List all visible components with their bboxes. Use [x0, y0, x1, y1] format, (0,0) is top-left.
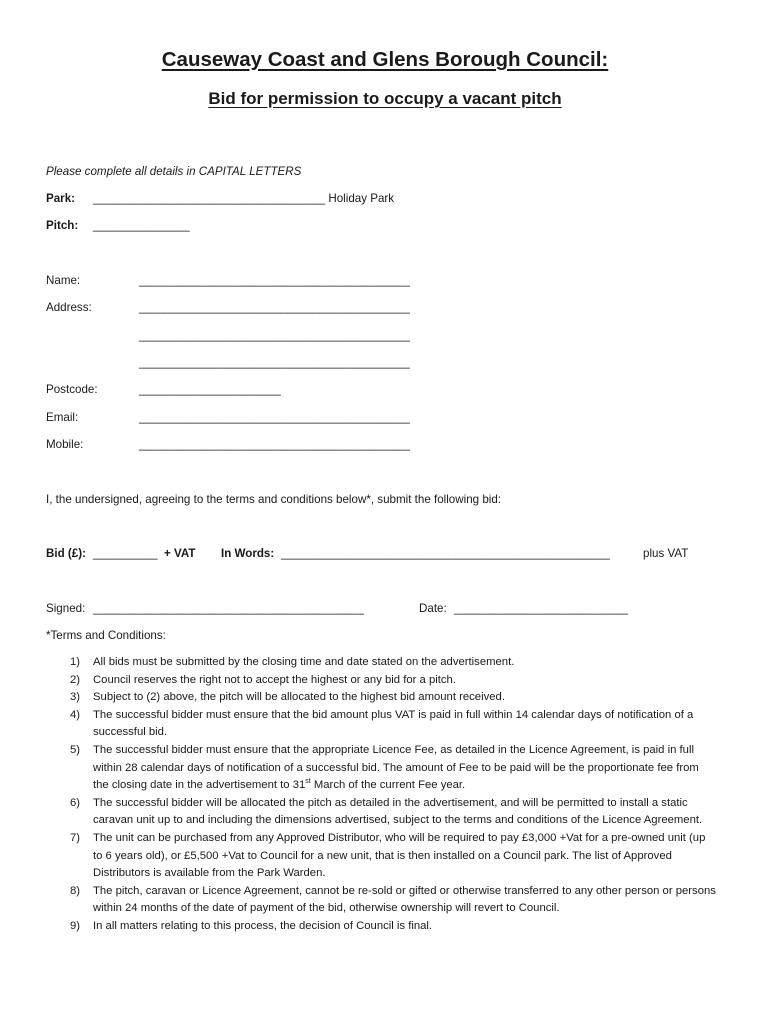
- park-field[interactable]: ____________________________________ Holiday Park: [93, 192, 395, 205]
- terms-item: [46, 672, 716, 690]
- terms-item-text: Subject to (2) above, the pitch will be allocated to the highest bid amount received.: [93, 691, 505, 704]
- bid-words-label: In Words:: [221, 547, 275, 560]
- bid-label: Bid (£):: [46, 547, 86, 560]
- terms-item-number: 4): [70, 708, 81, 721]
- agreement-text: I, the undersigned, agreeing to the terms and conditions below*, submit the following bid:: [46, 493, 502, 506]
- pitch-field[interactable]: _______________: [93, 219, 190, 232]
- terms-item: [46, 830, 716, 883]
- signed-label: Signed:: [46, 602, 86, 615]
- terms-item-text: In all matters relating to this process, the decision of Council is final.: [93, 919, 433, 932]
- bid-plus-vat-label: plus VAT: [643, 547, 689, 560]
- terms-item-text: All bids must be submitted by the closing time and date stated on the advertisement.: [93, 656, 515, 668]
- address-field-line-1[interactable]: __________________________________________: [139, 301, 410, 314]
- page-title: Causeway Coast and Glens Borough Council:: [161, 48, 609, 71]
- terms-item: [46, 689, 716, 707]
- terms-item-text: The pitch, caravan or Licence Agreement, cannot be re-sold or gifted or otherwise transferred to any other person or persons within 24 months of the date of payment of the bid, otherwise ownership will revert to Council.: [93, 884, 716, 915]
- terms-item-text: The successful bidder will be allocated the pitch as detailed in the advertisement, and will be permitted to install a static caravan unit up to and including the dimensions advertised, subject to the terms and conditions of the Licence Agreement.: [93, 796, 703, 827]
- instructions-text: Please complete all details in CAPITAL LETTERS: [46, 165, 302, 178]
- mobile-label: Mobile:: [46, 438, 84, 451]
- pitch-label: Pitch:: [46, 219, 79, 232]
- terms-item-text: The successful bidder must ensure that the appropriate Licence Fee, as detailed in the Licence Agreement, is paid in full within 28 calendar days of notification of a successful bid. The amount of Fee to be paid will be the proportionate fee from the closing date in the advertisement to 31: [93, 743, 699, 792]
- address-label: Address:: [46, 301, 92, 314]
- bid-words-field[interactable]: ___________________________________________________: [281, 547, 610, 560]
- bid-amount-field[interactable]: __________: [93, 547, 158, 560]
- park-suffix: Holiday Park: [328, 192, 395, 205]
- terms-item-number: 9): [70, 919, 81, 932]
- email-label: Email:: [46, 411, 79, 424]
- terms-item-number: 8): [70, 884, 81, 897]
- terms-item-number: 3): [70, 691, 81, 704]
- terms-item: [46, 707, 716, 742]
- address-field-line-3[interactable]: __________________________________________: [139, 356, 410, 369]
- terms-item-superscript: st: [305, 778, 311, 786]
- signature-field[interactable]: __________________________________________: [93, 602, 364, 615]
- terms-item-number: 1): [70, 656, 81, 668]
- name-field[interactable]: __________________________________________: [139, 274, 410, 287]
- terms-item-number: 5): [70, 743, 81, 756]
- terms-item-number: 2): [70, 673, 81, 686]
- page-subtitle: Bid for permission to occupy a vacant pitch: [208, 89, 562, 108]
- postcode-field[interactable]: ______________________: [139, 383, 281, 396]
- terms-item-text: Council reserves the right not to accept the highest or any bid for a pitch.: [93, 673, 456, 686]
- bid-vat-label: + VAT: [164, 547, 196, 560]
- date-label: Date:: [419, 602, 447, 615]
- address-field-line-2[interactable]: __________________________________________: [139, 329, 410, 342]
- terms-item: [46, 918, 716, 936]
- terms-item: [46, 654, 716, 672]
- date-field[interactable]: ___________________________: [454, 602, 629, 615]
- postcode-label: Postcode:: [46, 383, 98, 396]
- email-field[interactable]: __________________________________________: [139, 411, 410, 424]
- terms-item-number: 6): [70, 796, 81, 809]
- terms-item: [46, 795, 716, 830]
- terms-list: [46, 654, 716, 936]
- terms-heading: *Terms and Conditions:: [46, 629, 166, 642]
- park-label: Park:: [46, 192, 76, 205]
- terms-item-text-end: March of the current Fee year.: [310, 779, 466, 792]
- mobile-field[interactable]: __________________________________________: [139, 438, 410, 451]
- terms-item: [46, 742, 716, 795]
- terms-item-text: The successful bidder must ensure that the bid amount plus VAT is paid in full within 14 calendar days of notification of a successful bid.: [93, 708, 694, 739]
- name-label: Name:: [46, 274, 81, 287]
- terms-item: [46, 883, 716, 918]
- terms-item-number: 7): [70, 831, 81, 844]
- terms-item-text: The unit can be purchased from any Approved Distributor, who will be required to pay £3,000 +Vat for a pre-owned unit (up to 6 years old), or £5,500 +Vat to Council for a new unit, that is then installed on a Council park. The list of Approved Distributors is available from the Park Warden.: [93, 831, 706, 880]
